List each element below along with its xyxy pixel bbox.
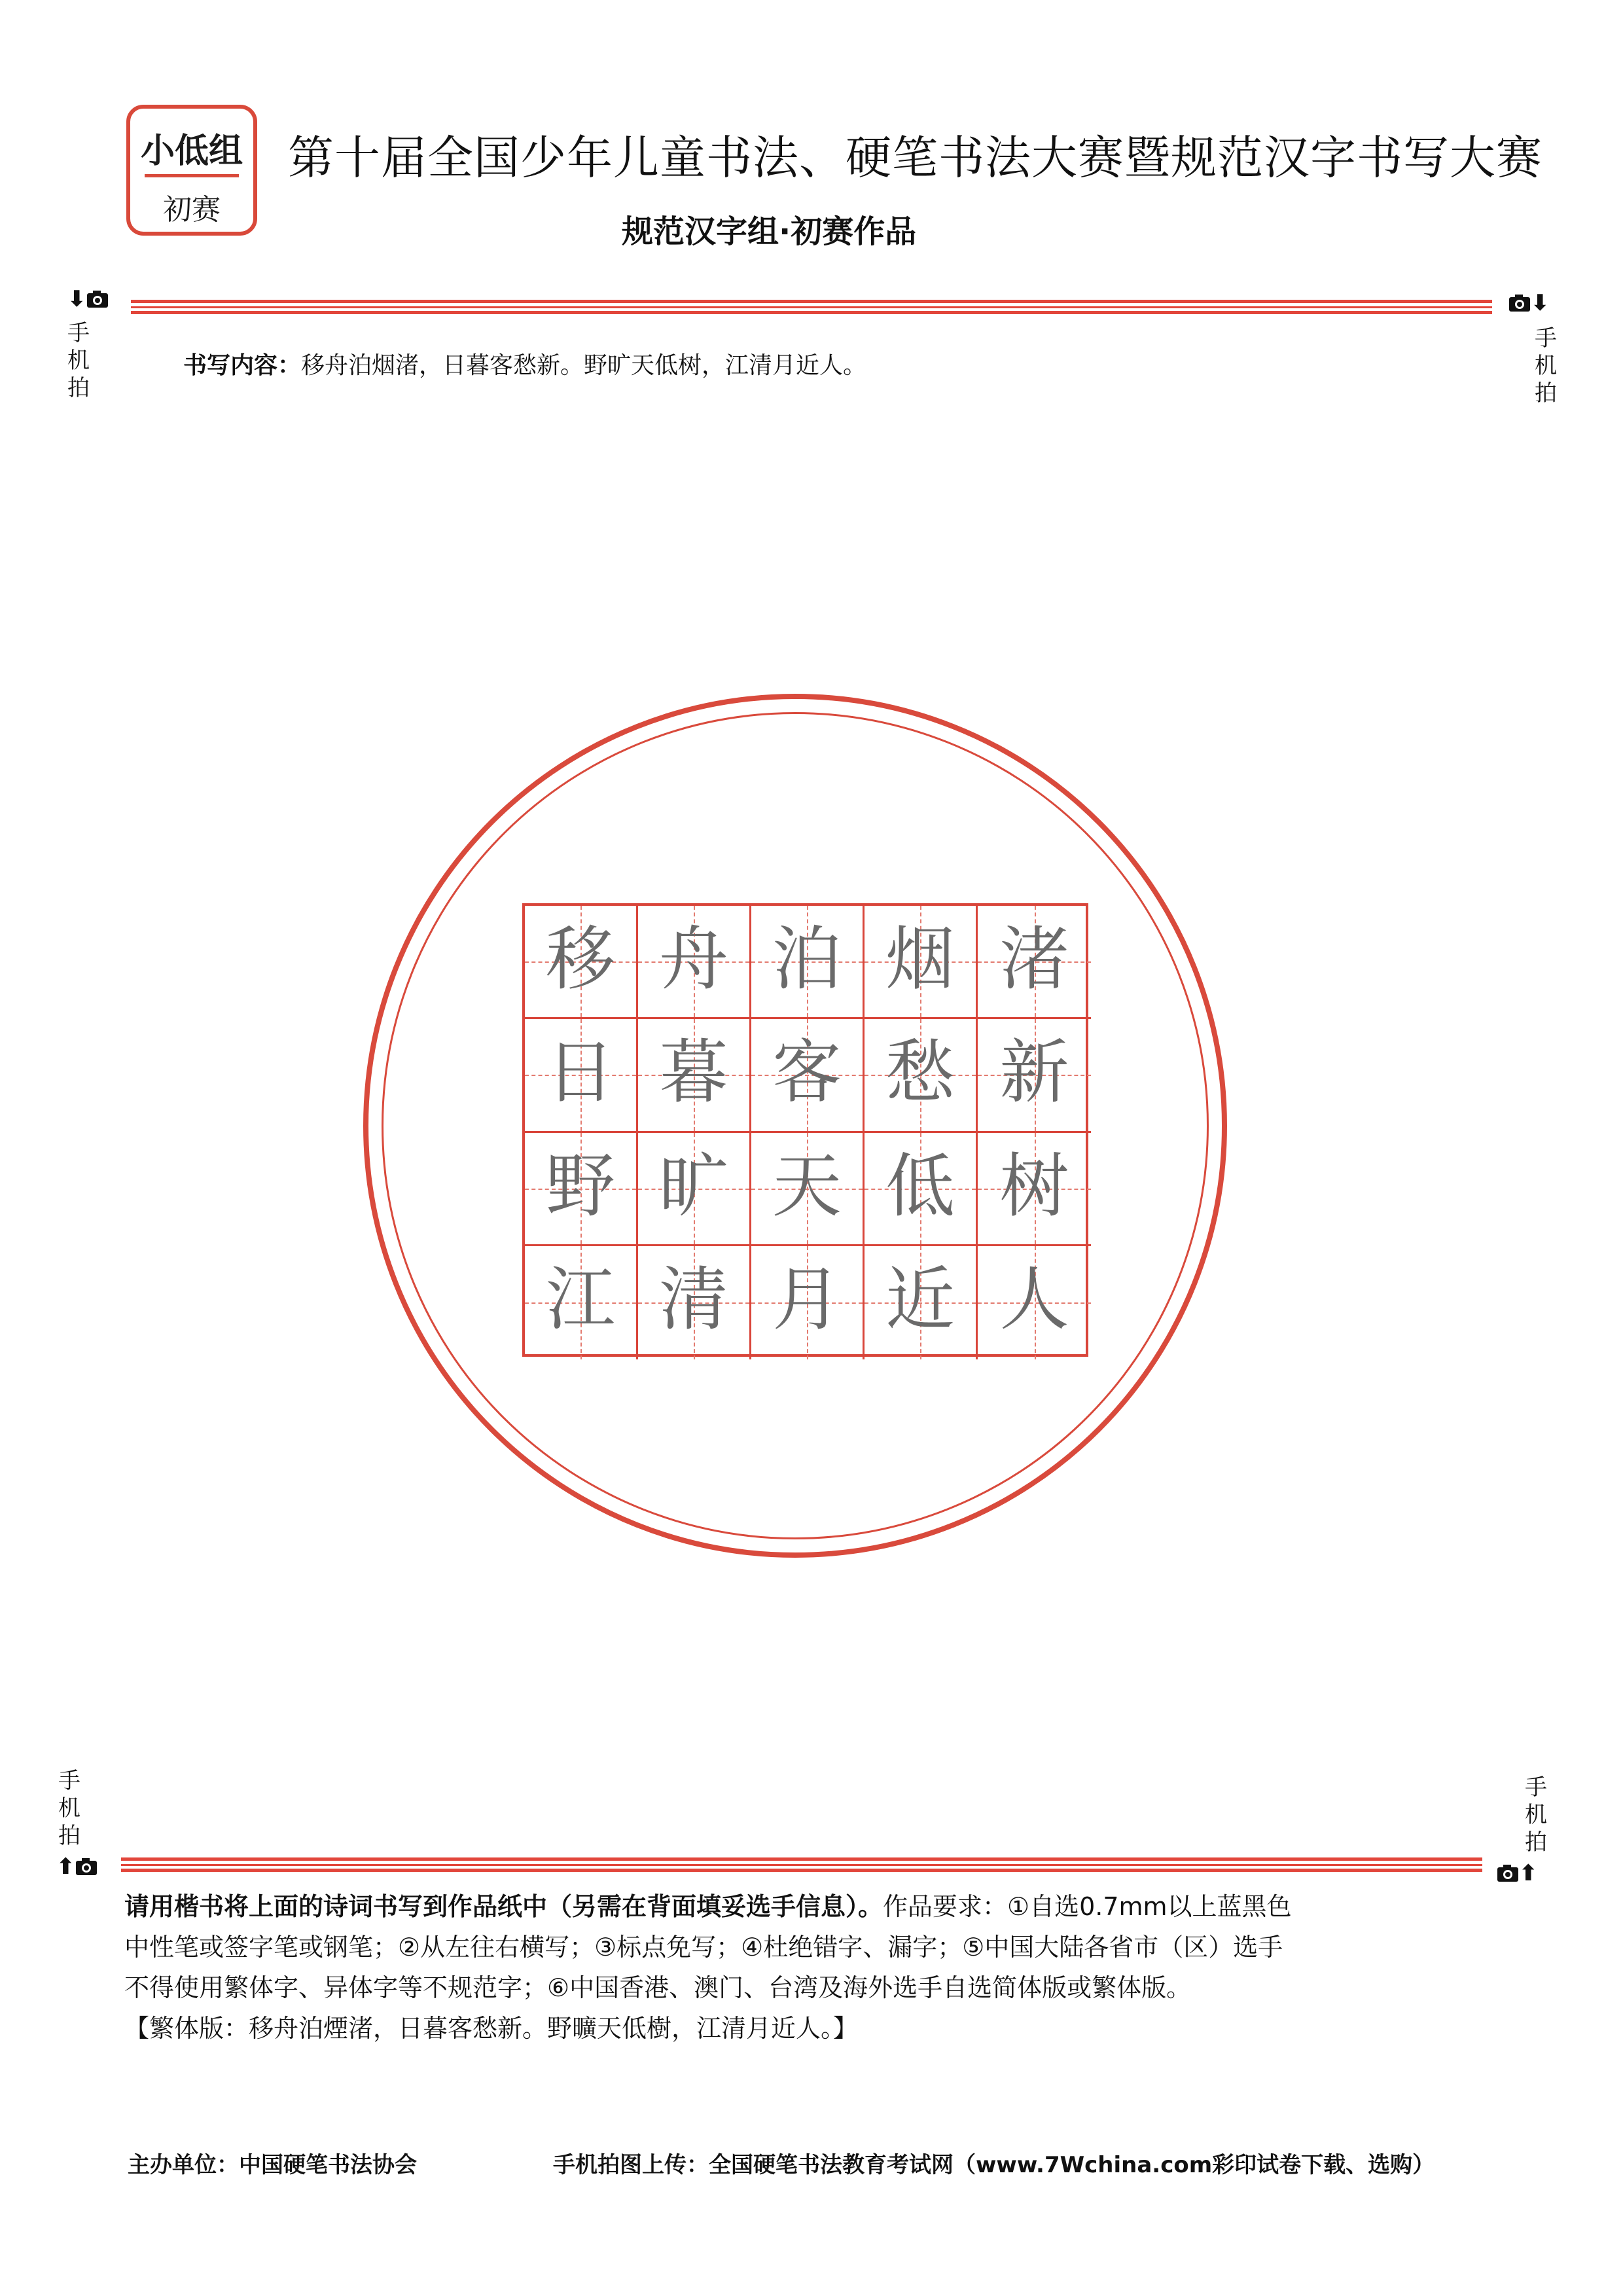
grid-character: 天 [772, 1145, 842, 1227]
photo-marker-top-left [67, 286, 109, 312]
instructions-lead: 请用楷书将上面的诗词书写到作品纸中（另需在背面填妥选手信息）。 [124, 1892, 883, 1921]
grid-cell [865, 1246, 978, 1359]
down-arrow-icon: ⬇ [67, 286, 86, 312]
grid-cell [525, 1019, 638, 1132]
grid-character: 泊 [772, 919, 842, 999]
grid-cell [978, 1019, 1091, 1132]
grid-cell [638, 906, 751, 1019]
grid-character: 人 [999, 1259, 1069, 1340]
grid-cell [525, 1133, 638, 1246]
badge-stage-label: 初赛 [163, 193, 221, 226]
grid-cell [978, 906, 1091, 1019]
grid-cell [978, 1246, 1091, 1359]
grid-character: 低 [885, 1145, 955, 1227]
instructions [124, 1886, 1512, 2049]
photo-marker-bottom-left [56, 1854, 98, 1880]
writing-content-label: 书写内容： [183, 352, 302, 379]
camera-icon [1497, 1864, 1519, 1882]
grid-character: 暮 [659, 1032, 728, 1113]
top-red-rule [131, 300, 1492, 314]
grid-cell [525, 906, 638, 1019]
photo-marker-label-bottom-right: 手机拍 [1525, 1774, 1547, 1856]
grid-character: 江 [546, 1259, 615, 1340]
photo-marker-label-top-left: 手机拍 [67, 320, 90, 401]
grid-character: 月 [772, 1259, 842, 1340]
footer-upload-info: 手机拍图上传：全国硬笔书法教育考试网（www.7Wchina.com彩印试卷下载、选购） [553, 2152, 1435, 2178]
grid-cell [751, 906, 865, 1019]
page-subtitle: 规范汉字组·初赛作品 [622, 213, 917, 250]
grid-character: 舟 [659, 919, 728, 999]
badge-divider [145, 174, 239, 177]
grid-cell [751, 1133, 865, 1246]
camera-icon [1508, 294, 1531, 312]
grid-character: 近 [885, 1259, 955, 1340]
writing-content [183, 347, 866, 380]
grid-cell [865, 906, 978, 1019]
up-arrow-icon: ⬆ [1519, 1860, 1538, 1886]
writing-content-text: 移舟泊烟渚，日暮客愁新。野旷天低树，江清月近人。 [301, 352, 867, 379]
badge-group-label: 小低组 [140, 132, 243, 171]
writing-grid [522, 903, 1088, 1357]
grid-character: 客 [772, 1032, 842, 1113]
grid-character: 清 [659, 1259, 728, 1340]
grid-character: 愁 [885, 1032, 955, 1113]
instructions-line3: 不得使用繁体字、异体字等不规范字；⑥中国香港、澳门、台湾及海外选手自选简体版或繁体版。 [124, 1973, 1192, 2002]
grid-cell [525, 1246, 638, 1359]
grid-cell [638, 1246, 751, 1359]
camera-icon [75, 1857, 98, 1876]
grid-cell [978, 1133, 1091, 1246]
photo-marker-top-right [1508, 290, 1550, 316]
grid-cell [751, 1019, 865, 1132]
instructions-traditional: 【繁体版：移舟泊煙渚，日暮客愁新。野曠天低樹，江清月近人。】 [124, 2014, 859, 2043]
grid-cell [638, 1019, 751, 1132]
photo-marker-bottom-right [1497, 1860, 1538, 1886]
grid-character: 野 [546, 1145, 615, 1227]
instructions-line1: 作品要求：①自选0.7mm以上蓝黑色 [883, 1892, 1292, 1921]
bottom-red-rule [121, 1857, 1482, 1872]
grid-cell [638, 1133, 751, 1246]
grid-cell [865, 1133, 978, 1246]
grid-cell [865, 1019, 978, 1132]
grid-character: 移 [546, 919, 615, 999]
grid-cell [751, 1246, 865, 1359]
footer-organizer: 主办单位：中国硬笔书法协会 [128, 2152, 417, 2178]
up-arrow-icon: ⬆ [56, 1854, 75, 1880]
group-badge [126, 105, 257, 236]
down-arrow-icon: ⬇ [1531, 290, 1550, 316]
page-title: 第十届全国少年儿童书法、硬笔书法大赛暨规范汉字书写大赛 [288, 131, 1543, 185]
instructions-line2: 中性笔或签字笔或钢笔；②从左往右横写；③标点免写；④杜绝错字、漏字；⑤中国大陆各省市（区）选手 [124, 1933, 1283, 1962]
camera-icon [86, 290, 109, 308]
photo-marker-label-top-right: 手机拍 [1535, 325, 1557, 406]
grid-character: 渚 [999, 919, 1069, 999]
grid-character: 日 [546, 1032, 615, 1113]
grid-character: 烟 [885, 919, 955, 999]
photo-marker-label-bottom-left: 手机拍 [58, 1768, 80, 1849]
grid-character: 树 [999, 1145, 1069, 1227]
grid-character: 旷 [659, 1145, 728, 1227]
grid-character: 新 [999, 1032, 1069, 1113]
